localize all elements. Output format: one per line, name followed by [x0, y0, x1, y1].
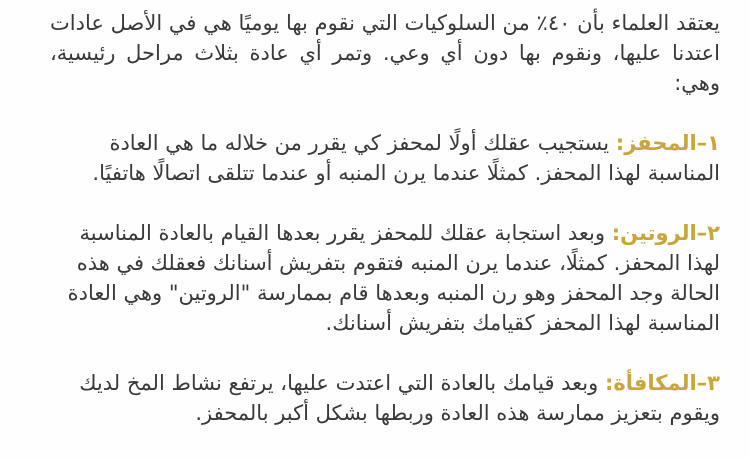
stage-trigger-term: ١–المحفز: — [615, 131, 720, 155]
stage-routine-paragraph — [50, 218, 720, 338]
stage-reward-term: ٣–المكافأة: — [604, 371, 720, 395]
stage-routine-term: ٢–الروتين: — [611, 221, 720, 245]
paragraph-gap — [50, 98, 720, 128]
stage-reward-text: وبعد قيامك بالعادة التي اعتدت عليها، يرتفع نشاط المخ لديك ويقوم بتعزيز ممارسة هذه العادة وربطها بشكل أكبر بالمحفز. — [79, 371, 720, 425]
paragraph-gap — [50, 338, 720, 368]
intro-paragraph: يعتقد العلماء بأن ٤٠٪ من السلوكيات التي نقوم بها يوميًا هي في الأصل عادات اعتدنا عليها، ونقوم بها دون أي وعي. وتمر أي عادة بثلاث مراحل رئيسية، وهي: — [50, 11, 720, 95]
stage-routine-text: وبعد استجابة عقلك للمحفز يقرر بعدها القيام بالعادة المناسبة لهذا المحفز. كمثلًا، عندما يرن المنبه فتقوم بتفريش أسنانك فعقلك في هذه الحالة وجد المحفز وهو رن المنبه وبعدها قام بممارسة "الروتين" وهي العادة المناسبة لهذا المحفز كقيامك بتفريش أسنانك. — [67, 221, 720, 335]
stage-trigger-paragraph — [50, 128, 720, 188]
paragraph-gap — [50, 188, 720, 218]
stage-reward-paragraph — [50, 368, 720, 428]
stage-trigger-text: يستجيب عقلك أولًا لمحفز كي يقرر من خلاله ما هي العادة المناسبة لهذا المحفز. كمثلًا عندما يرن المنبه أو عندما تتلقى اتصالًا هاتفيًا. — [92, 131, 720, 185]
